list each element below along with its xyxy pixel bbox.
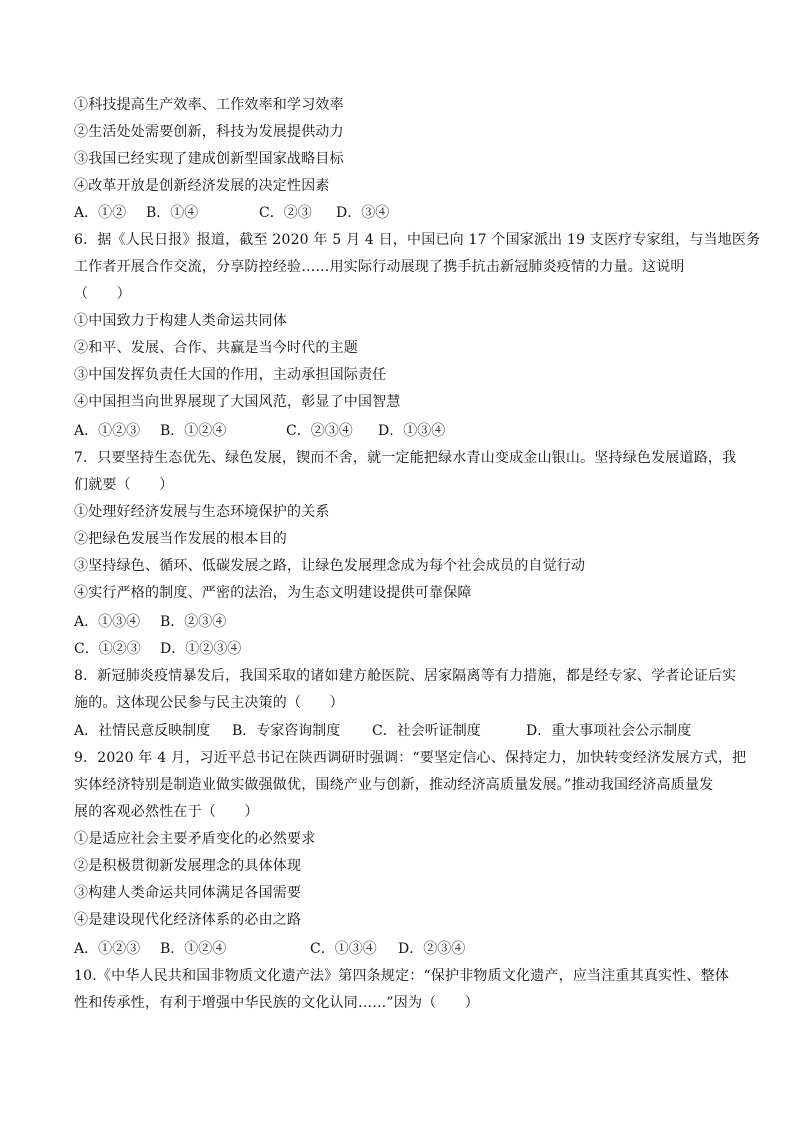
q8-option-d: D．重大事项社会公示制度 [526,723,692,739]
q10-stem-line-2: 性和传承性，有利于增强中华民族的文化认同……”因为（ ） [74,995,479,1011]
q9-statement-4: ④是建设现代化经济体系的必由之路 [74,912,302,928]
q7-statement-2: ②把绿色发展当作发展的根本目的 [74,531,287,547]
q5-statement-4: ④改革开放是创新经济发展的决定性因素 [74,178,330,194]
q8-stem-line-2: 施的。这体现公民参与民主决策的（ ） [74,695,344,711]
q6-option-b: B．①②④ [160,423,227,439]
q7-stem-line-1: 7．只要坚持生态优先、绿色发展，锲而不舍，就一定能把绿水青山变成金山银山。坚持绿色发展道路，我 [74,450,737,466]
q7-option-c: C．①②③ [74,641,141,657]
q7-option-d: D．①②③④ [160,641,242,657]
q8-option-a: A．社情民意反映制度 [74,723,211,739]
q6-option-d: D．①③④ [378,423,446,439]
q6-stem-line-3: （ ） [74,286,131,302]
q8-option-c: C．社会听证制度 [372,723,481,739]
q9-option-a: A．①②③ [74,941,141,957]
q9-statement-2: ②是积极贯彻新发展理念的具体体现 [74,858,302,874]
q8-option-b: B．专家咨询制度 [232,723,341,739]
q6-statement-2: ②和平、发展、合作、共赢是当今时代的主题 [74,340,358,356]
q5-statement-3: ③我国已经实现了建成创新型国家战略目标 [74,151,344,167]
q5-option-b: B．①④ [146,205,199,221]
q6-option-a: A．①②③ [74,423,141,439]
q6-statement-3: ③中国发挥负责任大国的作用，主动承担国际责任 [74,367,387,383]
q10-stem-line-1: 10.《中华人民共和国非物质文化遗产法》第四条规定：“保护非物质文化遗产，应当注重其真实性、整体 [74,968,730,984]
q6-option-c: C．②③④ [286,423,353,439]
q9-option-c: C．①③④ [310,941,377,957]
q5-option-d: D．③④ [336,205,390,221]
q7-option-b: B．②③④ [160,614,227,630]
q8-stem-line-1: 8．新冠肺炎疫情暴发后，我国采取的诸如建方舱医院、居家隔离等有力措施，都是经专家、学者论证后实 [74,668,737,684]
q7-statement-3: ③坚持绿色、循环、低碳发展之路，让绿色发展理念成为每个社会成员的自觉行动 [74,558,586,574]
q9-option-b: B．①②④ [160,941,227,957]
q5-option-a: A．①② [74,205,127,221]
q9-option-d: D．②③④ [398,941,466,957]
q9-stem-line-3: 展的客观必然性在于（ ） [74,804,259,820]
q6-statement-1: ①中国致力于构建人类命运共同体 [74,313,287,329]
q5-statement-1: ①科技提高生产效率、工作效率和学习效率 [74,97,344,113]
q5-statement-2: ②生活处处需要创新，科技为发展提供动力 [74,124,344,140]
q6-stem-line-1: 6．据《人民日报》报道，截至 2020 年 5 月 4 日，中国已向 17 个国家派出 19 支医疗专家组，与当地医务 [74,232,761,248]
q9-stem-line-2: 实体经济特别是制造业做实做强做优，围绕产业与创新，推动经济高质量发展。”推动我国经济高质量发 [74,777,714,793]
q6-stem-line-2: 工作者开展合作交流，分享防控经验……用实际行动展现了携手抗击新冠肺炎疫情的力量。这说明 [74,259,685,275]
q7-stem-line-2: 们就要（ ） [74,477,174,493]
q9-stem-line-1: 9．2020 年 4 月，习近平总书记在陕西调研时强调：“要坚定信心、保持定力，加快转变经济发展方式，把 [74,750,747,766]
q5-option-c: C．②③ [259,205,312,221]
q7-statement-4: ④实行严格的制度、严密的法治，为生态文明建设提供可靠保障 [74,585,472,601]
q6-statement-4: ④中国担当向世界展现了大国风范，彰显了中国智慧 [74,394,401,410]
q7-statement-1: ①处理好经济发展与生态环境保护的关系 [74,504,330,520]
q9-statement-3: ③构建人类命运共同体满足各国需要 [74,885,302,901]
q7-option-a: A．①③④ [74,614,141,630]
q9-statement-1: ①是适应社会主要矛盾变化的必然要求 [74,831,316,847]
